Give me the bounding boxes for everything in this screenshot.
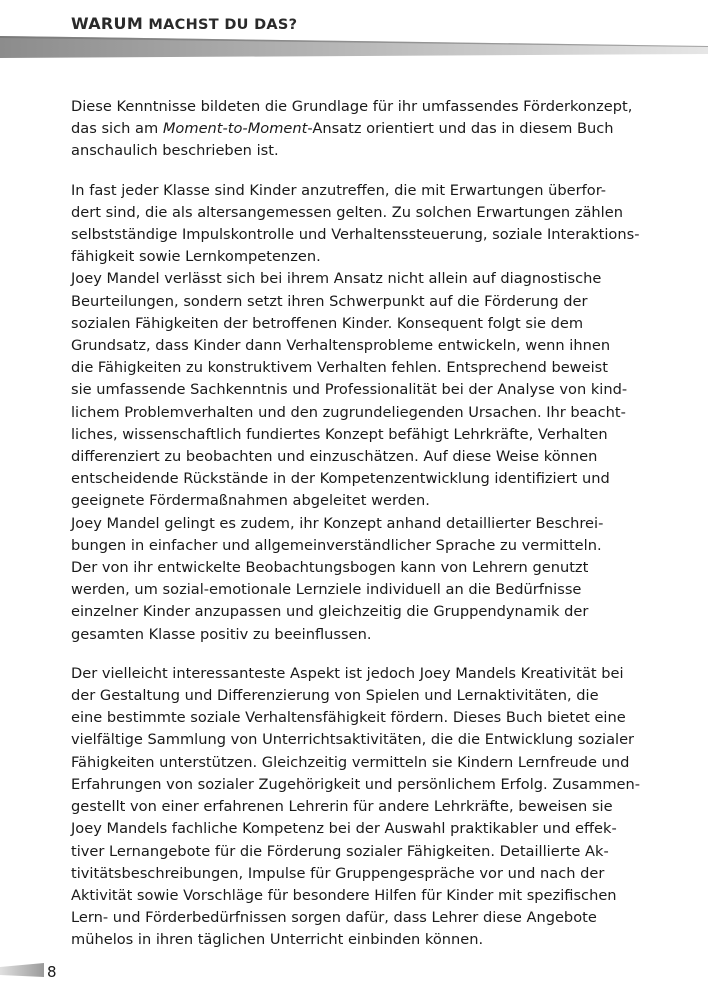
page-number: 8	[47, 963, 57, 981]
text-line: entscheidende Rückstände in der Kompetenzentwicklung identifiziert und	[71, 470, 610, 488]
text-line: sie umfassende Sachkenntnis und Professionalität bei der Analyse von kind-	[71, 381, 628, 399]
paragraph	[71, 96, 633, 163]
header-title-warum: WARUM	[71, 14, 144, 33]
paragraph	[71, 180, 640, 646]
text-line	[71, 118, 614, 140]
text-line: anschaulich beschrieben ist.	[71, 142, 279, 160]
text-line: Beurteilungen, sondern setzt ihren Schwerpunkt auf die Förderung der	[71, 292, 588, 310]
text-line: tivitätsbeschreibungen, Impulse für Gruppengespräche vor und nach der	[71, 864, 605, 882]
text-line: Aktivität sowie Vorschläge für besondere Hilfen für Kinder mit spezifischen	[71, 886, 617, 904]
text-line: Grundsatz, dass Kinder dann Verhaltensprobleme entwickeln, wenn ihnen	[71, 337, 611, 355]
running-header	[0, 0, 708, 64]
text-line: einzelner Kinder anzupassen und gleichzeitig die Gruppendynamik der	[71, 603, 589, 621]
text-line: Der vielleicht interessanteste Aspekt ist jedoch Joey Mandels Kreativität bei	[71, 664, 624, 682]
text-line: lichem Problemverhalten und den zugrundeliegenden Ursachen. Ihr beacht-	[71, 403, 626, 421]
text-line: liches, wissenschaftlich fundiertes Konzept befähigt Lehrkräfte, Verhalten	[71, 425, 608, 443]
text-line: tiver Lernangebote für die Förderung sozialer Fähigkeiten. Detaillierte Ak-	[71, 842, 609, 860]
text-line: gesamten Klasse positiv zu beeinflussen.	[71, 625, 372, 643]
text-line: geeignete Fördermaßnahmen abgeleitet werden.	[71, 492, 430, 510]
text-line: sozialen Fähigkeiten der betroffenen Kinder. Konsequent folgt sie dem	[71, 314, 584, 332]
text-line: bungen in einfacher und allgemeinverständlicher Sprache zu vermitteln.	[71, 536, 602, 554]
text-line: Lern- und Förderbedürfnissen sorgen dafür, dass Lehrer diese Angebote	[71, 909, 597, 927]
running-header-title	[71, 14, 297, 33]
paragraph	[71, 663, 641, 952]
text-line: eine bestimmte soziale Verhaltensfähigkeit fördern. Dieses Buch bietet eine	[71, 709, 626, 727]
header-decoration-bar	[0, 34, 708, 60]
text-line: Fähigkeiten unterstützen. Gleichzeitig vermitteln sie Kindern Lernfreude und	[71, 753, 630, 771]
text-line: die Fähigkeiten zu konstruktivem Verhalten fehlen. Entsprechend beweist	[71, 359, 608, 377]
text-line: selbstständige Impulskontrolle und Verhaltenssteuerung, soziale Interaktions-	[71, 226, 640, 244]
text-line: gestellt von einer erfahrenen Lehrerin für andere Lehrkräfte, beweisen sie	[71, 798, 613, 816]
text-line: Joey Mandels fachliche Kompetenz bei der Auswahl praktikabler und effek-	[71, 820, 617, 838]
body-text	[71, 96, 641, 952]
footer-decoration-bar	[0, 961, 44, 979]
text-line: Diese Kenntnisse bildeten die Grundlage für ihr umfassendes Förderkonzept,	[71, 98, 633, 115]
text-line: der Gestaltung und Differenzierung von Spielen und Lernaktivitäten, die	[71, 687, 599, 705]
emphasis-text: Moment-to-Moment	[162, 120, 308, 138]
text-line: Der von ihr entwickelte Beobachtungsbogen kann von Lehrern genutzt	[71, 559, 589, 577]
text-line: mühelos in ihren täglichen Unterricht einbinden können.	[71, 931, 484, 949]
text-line: dert sind, die als altersangemessen gelten. Zu solchen Erwartungen zählen	[71, 203, 623, 221]
text-line: In fast jeder Klasse sind Kinder anzutreffen, die mit Erwartungen überfor-	[71, 181, 607, 199]
text-segment: das sich am	[71, 120, 163, 138]
text-line: werden, um sozial-emotionale Lernziele individuell an die Bedürfnisse	[71, 581, 582, 599]
text-line: Erfahrungen von sozialer Zugehörigkeit und persönlichem Erfolg. Zusammen-	[71, 775, 641, 793]
text-line: Joey Mandel gelingt es zudem, ihr Konzept anhand detaillierter Beschrei-	[71, 514, 604, 532]
text-line: Joey Mandel verlässt sich bei ihrem Ansatz nicht allein auf diagnostische	[71, 270, 602, 288]
text-line: fähigkeit sowie Lernkompetenzen.	[71, 248, 321, 266]
text-line: differenziert zu beobachten und einzuschätzen. Auf diese Weise können	[71, 448, 598, 466]
text-segment: -Ansatz orientiert und das in diesem Buch	[307, 120, 614, 138]
text-line: vielfältige Sammlung von Unterrichtsaktivitäten, die die Entwicklung sozialer	[71, 731, 635, 749]
header-title-rest: MACHST DU DAS?	[148, 17, 298, 33]
